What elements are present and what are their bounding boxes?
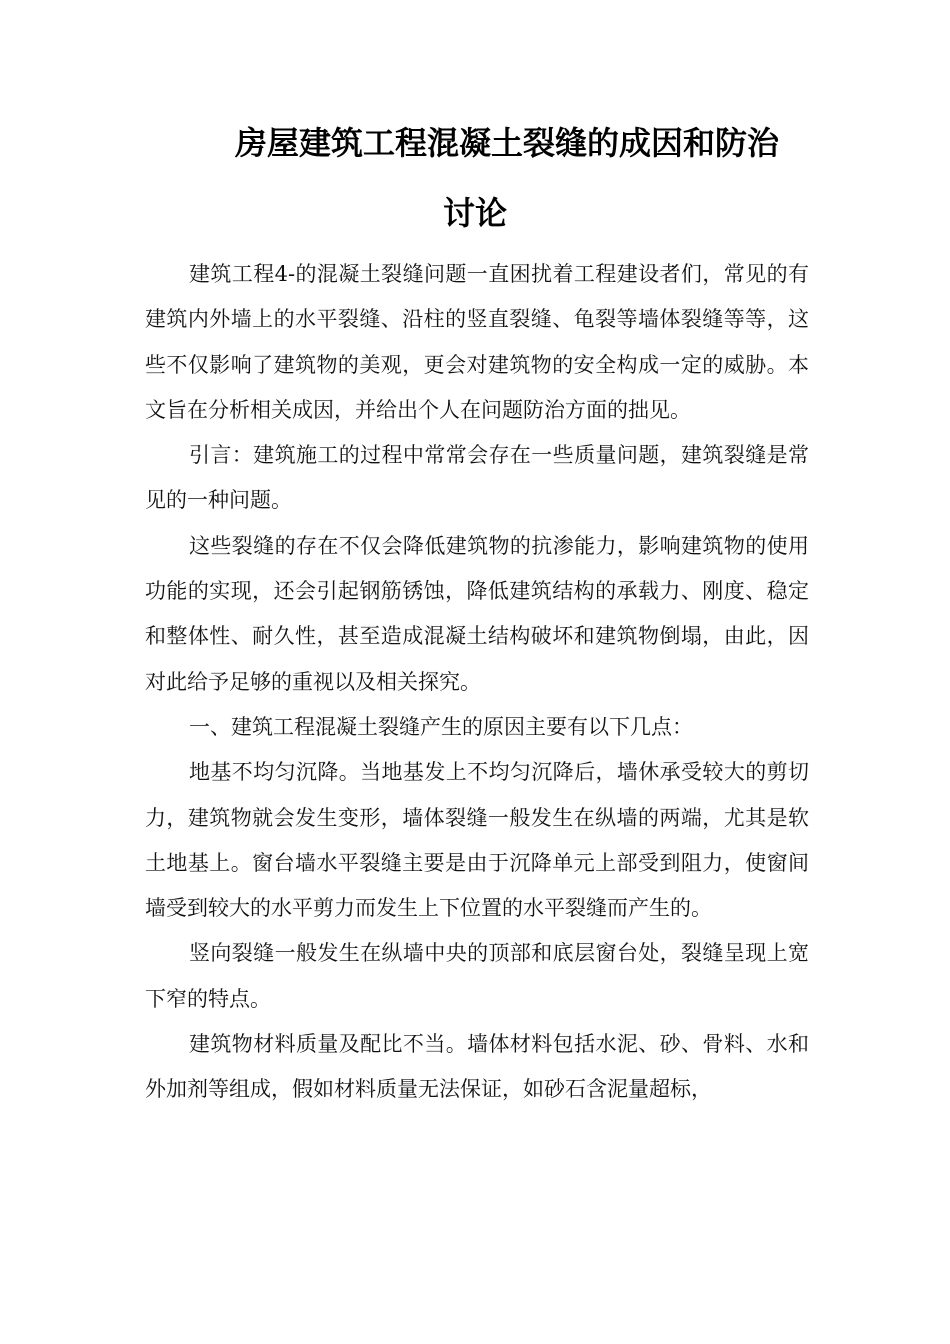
paragraph-foundation-settlement: 地基不均匀沉降。当地基发上不均匀沉降后，墙休承受较大的剪切力，建筑物就会发生变形，墙体裂缝一般发生在纵墙的两端，尤其是软土地基上。窗台墙水平裂缝主要是由于沉降单元上部受到阻力，使窗间墙受到较大的水平剪力而发生上下位置的水平裂缝而产生的。: [145, 760, 809, 921]
section-heading-causes: 一、建筑工程混凝土裂缝产生的原因主要有以下几点：: [189, 714, 693, 739]
document-title-line-2: 讨论: [442, 194, 507, 232]
document-title-line-1: 房屋建筑工程混凝土裂缝的成因和防治: [234, 124, 779, 162]
document-body: [145, 252, 809, 1113]
paragraph-materials: 建筑物材料质量及配比不当。墙体材料包括水泥、砂、骨料、水和外加剂等组成，假如材料质量无法保证，如砂石含泥量超标，: [145, 1032, 809, 1102]
paragraph-vertical-cracks: 竖向裂缝一般发生在纵墙中央的顶部和底层窗台处，裂缝呈现上宽下窄的特点。: [145, 941, 809, 1011]
paragraph-abstract: 建筑工程4-的混凝土裂缝问题一直困扰着工程建设者们，常见的有建筑内外墙上的水平裂缝、沿柱的竖直裂缝、龟裂等墙体裂缝等等，这些不仅影响了建筑物的美观，更会对建筑物的安全构成一定的威胁。本文旨在分析相关成因，并给出个人在问题防治方面的拙见。: [145, 262, 809, 422]
paragraph-impact: 这些裂缝的存在不仅会降低建筑物的抗渗能力，影响建筑物的使用功能的实现，还会引起钢筋锈蚀，降低建筑结构的承载力、刚度、稳定和整体性、耐久性，甚至造成混凝土结构破坏和建筑物倒塌，由此，因对此给予足够的重视以及相关探究。: [145, 533, 809, 694]
paragraph-introduction: 引言：建筑施工的过程中常常会存在一些质量问题，建筑裂缝是常见的一种问题。: [145, 443, 809, 513]
